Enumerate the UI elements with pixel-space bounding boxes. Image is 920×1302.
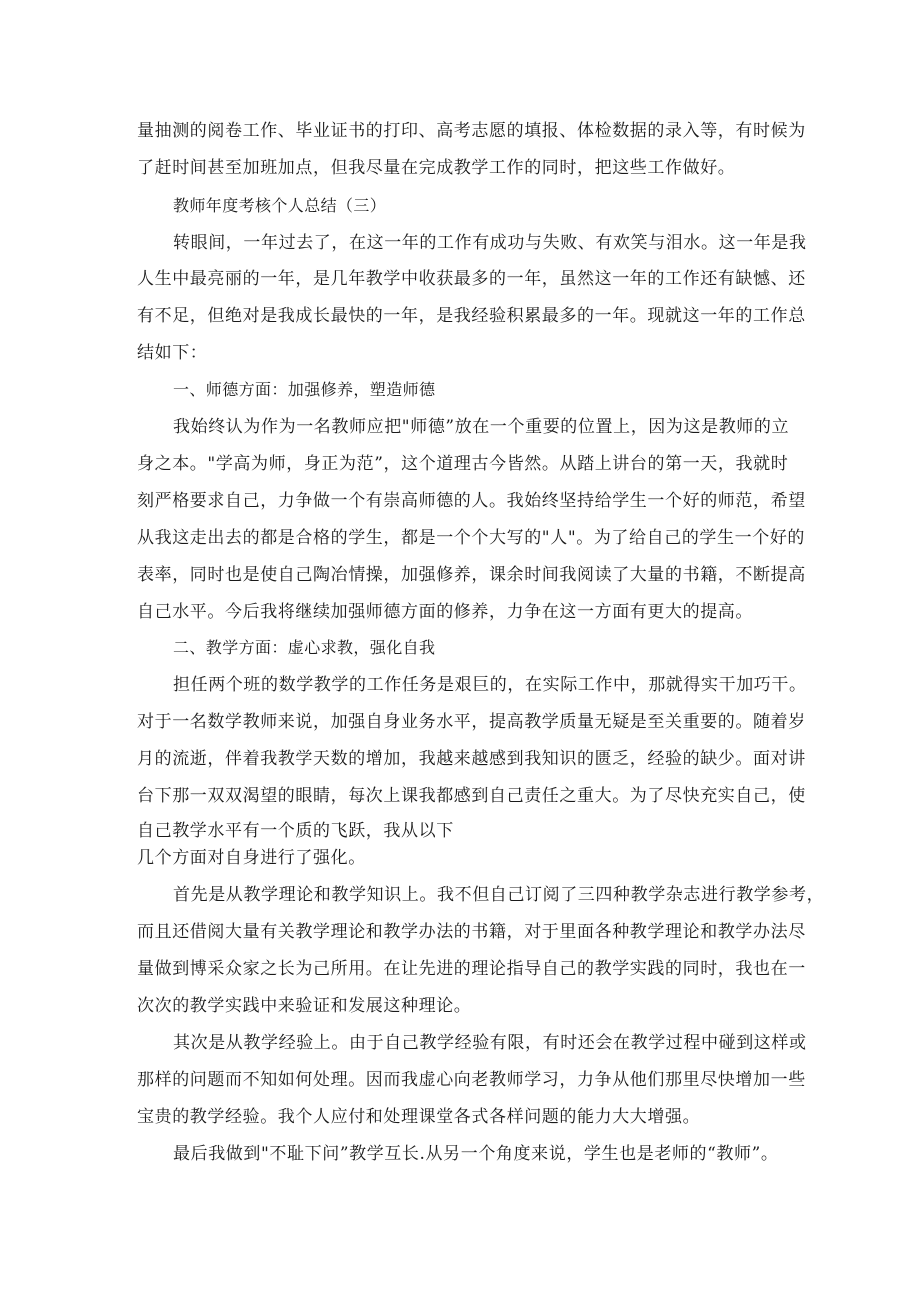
text-line-12: 从我这走出去的都是合格的学生，都是一个个大写的"人"。为了给自己的学生一个好的 [137, 528, 806, 548]
text-line-18: 月的流逝，伴着我教学天数的增加，我越来越感到我知识的匮乏，经验的缺少。面对讲 [137, 749, 806, 769]
text-line-20: 自己教学水平有一个质的飞跃，我从以下 [137, 821, 454, 841]
text-line-11: 刻严格要求自己，力争做一个有崇高师德的人。我始终坚持给学生一个好的师范，希望 [137, 491, 806, 511]
subheading-teaching: 二、教学方面：虚心求教，强化自我 [173, 638, 436, 657]
text-line-1: 量抽测的阅卷工作、毕业证书的打印、高考志愿的填报、体检数据的录入等，有时候为 [137, 121, 806, 141]
text-line-10: 身之本。"学高为师，身正为范”，这个道理古今皆然。从踏上讲台的第一天，我就时 [137, 454, 789, 474]
text-line-26: 其次是从教学经验上。由于自己教学经验有限，有时还会在教学过程中碰到这样或 [173, 1033, 807, 1053]
text-line-22: 首先是从教学理论和教学知识上。我不但自己订阅了三四种教学杂志进行教学参考， [173, 885, 825, 905]
text-line-19: 台下那一双双渴望的眼睛，每次上课我都感到自己责任之重大。为了尽快充实自己，使 [137, 786, 806, 806]
text-line-5: 人生中最亮丽的一年，是几年教学中收获最多的一年，虽然这一年的工作还有缺憾、还 [137, 269, 806, 289]
text-line-27: 那样的问题而不知如何处理。因而我虚心向老教师学习，力争从他们那里尽快增加一些 [137, 1070, 806, 1090]
text-line-13: 表率，同时也是使自己陶冶情操，加强修养，课余时间我阅读了大量的书籍，不断提高 [137, 565, 806, 585]
text-line-24: 量做到博采众家之长为己所用。在让先进的理论指导自己的教学实践的同时，我也在一 [137, 959, 806, 979]
text-line-6: 有不足，但绝对是我成长最快的一年，是我经验积累最多的一年。现就这一年的工作总 [137, 306, 806, 326]
text-line-9: 我始终认为作为一名教师应把"师德”放在一个重要的位置上，因为这是教师的立 [173, 417, 790, 437]
text-line-25: 次次的教学实践中来验证和发展这种理论。 [137, 996, 472, 1016]
text-line-16: 担任两个班的数学教学的工作任务是艰巨的，在实际工作中，那就得实干加巧干。 [173, 675, 807, 695]
text-line-21: 几个方面对自身进行了强化。 [137, 848, 366, 868]
text-line-28: 宝贵的教学经验。我个人应付和处理课堂各式各样问题的能力大大增强。 [137, 1107, 701, 1127]
text-line-4: 转眼间，一年过去了，在这一年的工作有成功与失败、有欢笑与泪水。这一年是我 [173, 233, 807, 253]
section-title: 教师年度考核个人总结（三） [173, 196, 387, 215]
text-line-17: 对于一名数学教师来说，加强自身业务水平，提高教学质量无疑是至关重要的。随着岁 [137, 712, 806, 732]
text-line-2: 了赶时间甚至加班加点，但我尽量在完成教学工作的同时，把这些工作做好。 [137, 158, 736, 178]
subheading-ethics: 一、师德方面：加强修养，塑造师德 [173, 380, 436, 399]
text-line-29: 最后我做到"不耻下问”教学互长.从另一个角度来说，学生也是老师的“教师”。 [173, 1144, 779, 1164]
text-line-7: 结如下： [137, 343, 208, 363]
text-line-14: 自己水平。今后我将继续加强师德方面的修养，力争在这一方面有更大的提高。 [137, 602, 753, 622]
text-line-23: 而且还借阅大量有关教学理论和教学办法的书籍，对于里面各种教学理论和教学办法尽 [137, 922, 806, 942]
